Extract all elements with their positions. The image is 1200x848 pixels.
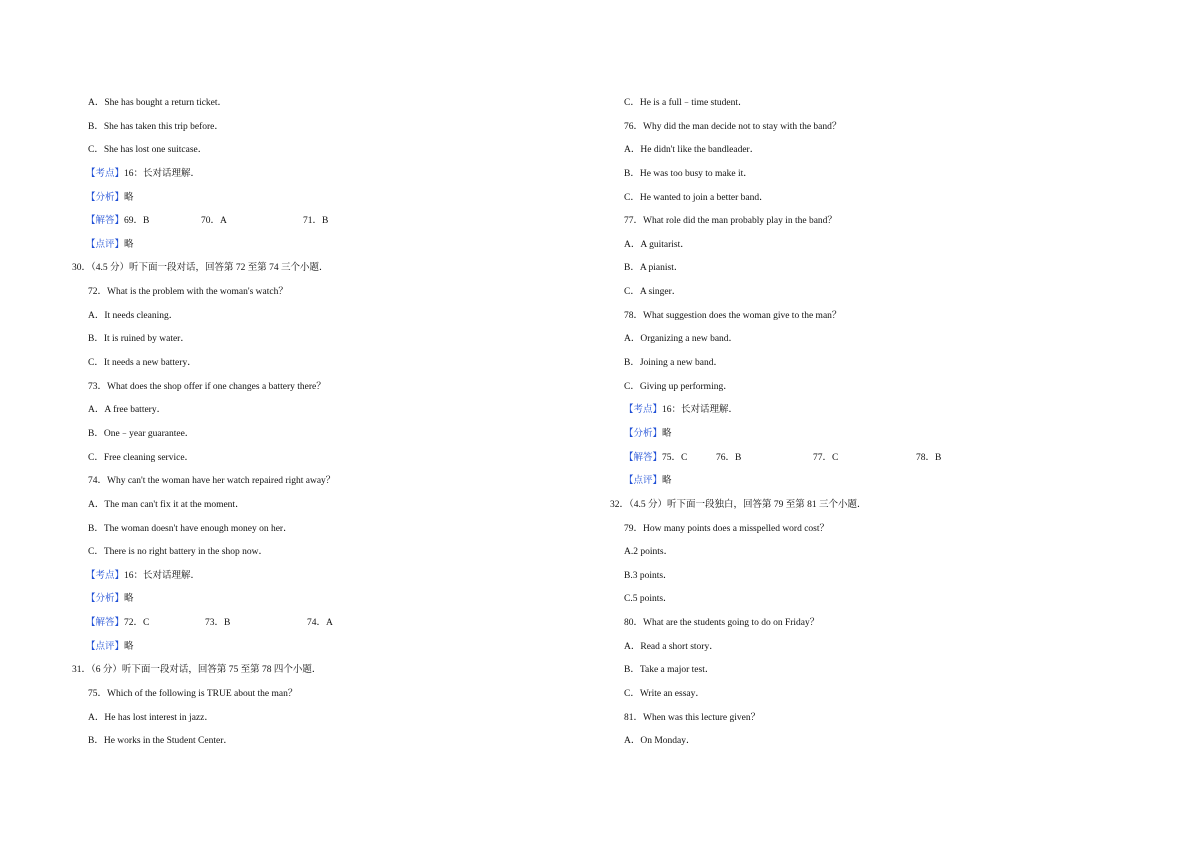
answer-78: 78．B <box>916 452 942 463</box>
jieda-tag: 【解答】 <box>86 216 125 227</box>
option-73-a: A．A free battery． <box>88 405 167 416</box>
question-74: 74．Why can't the woman have her watch repaired right away？ <box>88 476 336 487</box>
option-79-b: B.3 points． <box>624 570 673 581</box>
dianping-text: 略 <box>662 476 672 487</box>
kaodian-note <box>72 165 542 189</box>
right-column <box>610 94 1080 756</box>
option-78-b: B．Joining a new band． <box>624 358 723 369</box>
dianping-tag: 【点评】 <box>624 476 663 487</box>
question-81: 81．When was this lecture given？ <box>624 712 761 723</box>
dianping-tag: 【点评】 <box>86 239 125 250</box>
kaodian-text: 16：长对话理解． <box>124 168 201 179</box>
dianping-tag: 【点评】 <box>86 641 125 652</box>
option-77-c: C．A singer． <box>624 287 682 298</box>
option-71-b: B．She has taken this trip before． <box>88 121 224 132</box>
fenxi-tag: 【分析】 <box>624 428 663 439</box>
option-72-b: B．It is ruined by water． <box>88 334 190 345</box>
fenxi-text: 略 <box>662 428 672 439</box>
section-30-heading: 30．（4.5 分）听下面一段对话，回答第 72 至第 74 三个小题． <box>72 263 329 274</box>
option-78-a: A．Organizing a new band． <box>624 334 739 345</box>
question-78: 78．What suggestion does the woman give to the man？ <box>624 310 842 321</box>
fenxi-note <box>610 425 1080 449</box>
answer-75: 75．C <box>662 452 688 463</box>
dianping-text: 略 <box>124 641 134 652</box>
jieda-tag: 【解答】 <box>624 452 663 463</box>
option-81-a: A．On Monday． <box>624 736 696 747</box>
option-76-b: B．He was too busy to make it． <box>624 168 753 179</box>
question-73: 73．What does the shop offer if one changes a battery there？ <box>88 381 326 392</box>
option-75-c: C．He is a full﹣time student． <box>624 98 748 108</box>
question-80: 80．What are the students going to do on Friday？ <box>624 618 820 629</box>
kaodian-note <box>610 401 1080 425</box>
dianping-note <box>72 638 542 662</box>
answer-77: 77．C <box>813 452 839 463</box>
question-75: 75．Which of the following is TRUE about the man？ <box>88 689 298 700</box>
option-74-c: C．There is no right battery in the shop now． <box>88 547 268 558</box>
question-79: 79．How many points does a misspelled word cost？ <box>624 523 830 534</box>
answer-76: 76．B <box>716 452 742 463</box>
option-71-c: C．She has lost one suitcase． <box>88 145 208 156</box>
dianping-note <box>610 472 1080 496</box>
section-31-heading: 31．（6 分）听下面一段对话，回答第 75 至第 78 四个小题． <box>72 665 322 676</box>
kaodian-text: 16：长对话理解． <box>662 405 739 416</box>
jieda-note <box>72 212 542 236</box>
option-76-c: C．He wanted to join a better band． <box>624 192 769 203</box>
option-75-b: B．He works in the Student Center． <box>88 736 233 747</box>
option-76-a: A．He didn't like the bandleader． <box>624 145 760 156</box>
option-72-c: C．It needs a new battery． <box>88 358 197 369</box>
jieda-tag: 【解答】 <box>86 618 125 629</box>
dianping-text: 略 <box>124 239 134 250</box>
question-77: 77．What role did the man probably play in the band？ <box>624 216 837 227</box>
option-80-c: C．Write an essay． <box>624 689 705 700</box>
option-80-b: B．Take a major test． <box>624 665 715 676</box>
answer-74: 74．A <box>307 618 333 629</box>
fenxi-tag: 【分析】 <box>86 192 125 203</box>
answer-70: 70．A <box>201 216 227 227</box>
option-79-a: A.2 points． <box>624 547 674 558</box>
fenxi-text: 略 <box>124 594 134 605</box>
answer-73: 73．B <box>205 618 231 629</box>
question-72: 72．What is the problem with the woman's watch？ <box>88 287 288 298</box>
kaodian-tag: 【考点】 <box>86 168 125 179</box>
option-77-a: A．A guitarist． <box>624 239 690 250</box>
option-72-a: A．It needs cleaning． <box>88 310 179 321</box>
option-80-a: A．Read a short story． <box>624 641 719 652</box>
option-79-c: C.5 points． <box>624 594 673 605</box>
option-74-a: A．The man can't fix it at the moment． <box>88 499 245 510</box>
fenxi-text: 略 <box>124 192 134 203</box>
option-77-b: B．A pianist． <box>624 263 684 274</box>
option-71-a: A．She has bought a return ticket． <box>88 98 228 108</box>
option-73-c: C．Free cleaning service． <box>88 452 195 463</box>
kaodian-tag: 【考点】 <box>86 570 125 581</box>
jieda-note <box>72 614 542 638</box>
fenxi-note <box>72 590 542 614</box>
option-74-b: B．The woman doesn't have enough money on her． <box>88 523 293 534</box>
answer-72: 72．C <box>124 618 150 629</box>
option-75-a: A．He has lost interest in jazz． <box>88 712 214 723</box>
kaodian-tag: 【考点】 <box>624 405 663 416</box>
kaodian-note <box>72 567 542 591</box>
answer-71: 71．B <box>303 216 329 227</box>
fenxi-note <box>72 189 542 213</box>
jieda-note <box>610 449 1080 473</box>
kaodian-text: 16：长对话理解． <box>124 570 201 581</box>
option-73-b: B．One﹣year guarantee． <box>88 428 195 439</box>
left-column <box>72 94 542 756</box>
question-76: 76．Why did the man decide not to stay with the band？ <box>624 121 842 132</box>
section-32-heading: 32．（4.5 分）听下面一段独白，回答第 79 至第 81 三个小题． <box>610 499 867 510</box>
dianping-note <box>72 236 542 260</box>
fenxi-tag: 【分析】 <box>86 594 125 605</box>
answer-69: 69．B <box>124 216 150 227</box>
option-78-c: C．Giving up performing． <box>624 381 733 392</box>
